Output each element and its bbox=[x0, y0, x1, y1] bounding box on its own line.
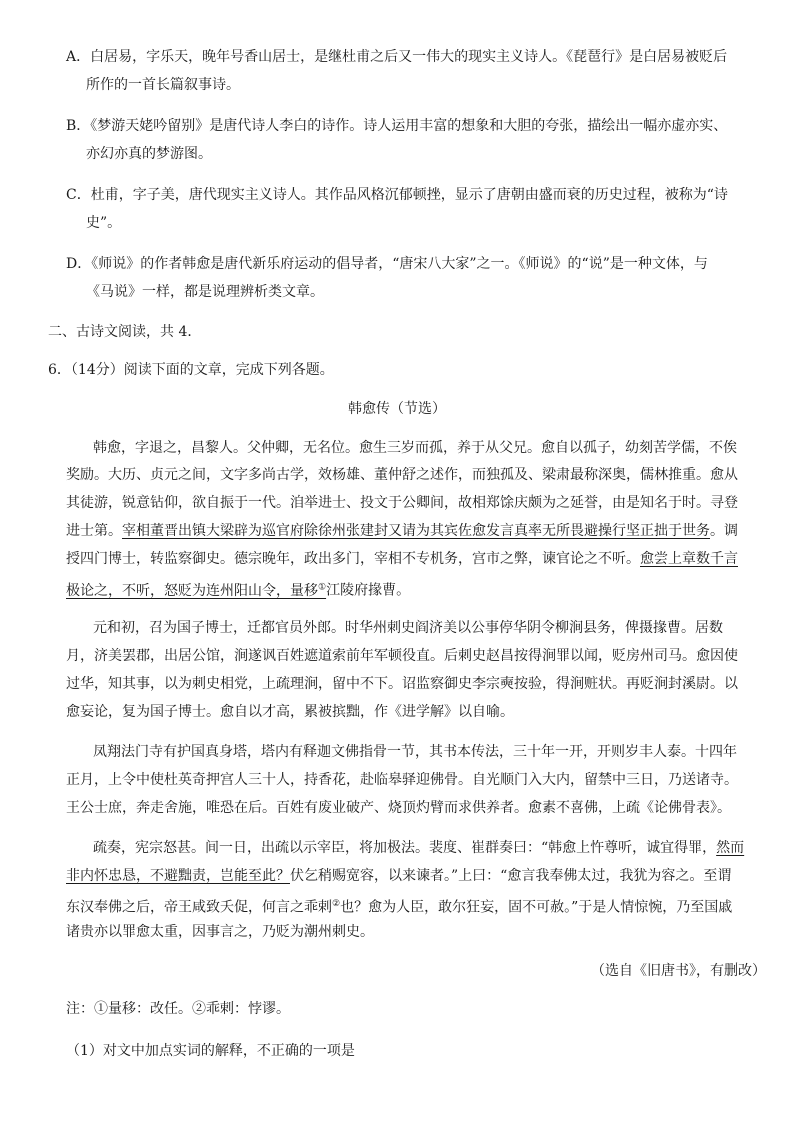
p1-line-6-b: 江陵府掾曹。 bbox=[326, 582, 411, 599]
p4-line-2 bbox=[66, 866, 731, 886]
p3-line-2: 正月，上令中使杜英奇押宫人三十人，持香花，赴临皋驿迎佛骨。自光顺门入大内，留禁中三日，乃送诸寺。 bbox=[66, 772, 738, 788]
p1-line-4 bbox=[66, 521, 738, 541]
p4-line-3-a: 东汉奉佛之后，帝王咸致夭促，何言之乖剌 bbox=[66, 899, 332, 916]
p1-line-6-a: 极论之，不听，怒贬为连州阳山令，量移 bbox=[66, 582, 318, 599]
note-marker-2: ② bbox=[332, 899, 341, 909]
p4-line-2-plain: 伏乞稍赐宽容，以来谏者。”上曰：“愈言我奉佛太过，我犹为容之。至谓 bbox=[290, 868, 732, 884]
note-marker-1: ① bbox=[318, 582, 327, 592]
sub-question-1: （1）对文中加点实词的解释，不正确的一项是 bbox=[66, 1043, 355, 1059]
underlined-sentence-1: 宰相董晋出镇大梁辟为巡官府除徐州张建封又请为其宾佐愈发言真率无所畏避操行坚正拙于世务 bbox=[122, 523, 710, 539]
option-b-line-2: 亦幻亦真的梦游图。 bbox=[86, 146, 212, 162]
option-c-line-1: C．杜甫，字子美，唐代现实主义诗人。其作品风格沉郁顿挫，显示了唐朝由盛而衰的历史过程，被称为“诗 bbox=[66, 187, 728, 203]
passage-title: 韩愈传（节选） bbox=[348, 401, 446, 417]
option-a-line-1: A．白居易，字乐天，晚年号香山居士，是继杜甫之后又一伟大的现实主义诗人。《琵琶行》是白居易被贬后 bbox=[66, 49, 728, 65]
underlined-sentence-2-end bbox=[66, 583, 326, 599]
footnotes: 注：①量移：改任。②乖剌：悖谬。 bbox=[66, 1001, 290, 1017]
section-heading: 二、古诗文阅读，共 4． bbox=[48, 324, 202, 340]
p2-line-4: 愈妄论，复为国子博士。愈自以才高，累被摈黜，作《进学解》以自喻。 bbox=[66, 704, 514, 720]
underlined-sentence-3-start: 然而 bbox=[716, 840, 745, 856]
underlined-sentence-2-start: 愈尝上章数千言 bbox=[640, 551, 738, 567]
p1-line-3: 其徒游，锐意钻仰，欲自振于一代。洎举进士、投文于公卿间，故相郑馀庆颇为之延誉，由是知名于时。寻登 bbox=[66, 495, 738, 511]
p2-line-3: 过华，知其事，以为刺史相党，上疏理涧，留中不下。诏监察御史李宗奭按验，得涧赃状。再贬涧封溪尉。以 bbox=[66, 676, 738, 692]
p1-line-5-plain: 授四门博士，转监察御史。德宗晚年，政出多门，宰相不专机务，宫市之弊，谏官论之不听。 bbox=[66, 551, 640, 567]
p4-line-3 bbox=[66, 894, 732, 918]
option-b-line-1: B．《梦游天姥吟留别》是唐代诗人李白的诗作。诗人运用丰富的想象和大胆的夸张，描绘出一幅亦虚亦实、 bbox=[66, 118, 728, 134]
option-c-line-2: 史”。 bbox=[86, 215, 122, 231]
p4-line-4: 诸贵亦以罪愈太重，因事言之，乃贬为潮州刺史。 bbox=[66, 924, 374, 940]
p1-line-4-plain: 进士第。 bbox=[66, 523, 122, 539]
p1-line-1: 韩愈，字退之，昌黎人。父仲卿，无名位。愈生三岁而孤，养于从父兄。愈自以孤子，幼刻苦学儒，不俟 bbox=[93, 440, 737, 456]
underlined-sentence-3-end: 非内怀忠恳，不避黜责，岂能至此？ bbox=[66, 868, 290, 884]
p4-line-1-plain: 疏奏，宪宗怒甚。间一日，出疏以示宰臣，将加极法。裴度、崔群奏曰：“韩愈上忤尊听，诚宜得罪， bbox=[93, 840, 717, 856]
p4-line-3-b: 也？愈为人臣，敢尔狂妄，固不可赦。”于是人情惊惋，乃至国戚 bbox=[340, 899, 733, 916]
p1-line-4-end: 。调 bbox=[710, 523, 738, 539]
p2-line-2: 月，济美罢郡，出居公馆，涧遂讽百姓遮道索前年军顿役直。后刺史赵昌按得涧罪以闻，贬房州司马。愈因使 bbox=[66, 648, 738, 664]
option-d-line-2: 《马说》一样，都是说理辨析类文章。 bbox=[86, 284, 324, 300]
p3-line-1: 凤翔法门寺有护国真身塔，塔内有释迦文佛指骨一节，其书本传法，三十年一开，开则岁丰人泰。十四年 bbox=[93, 744, 737, 760]
option-d-line-1: D．《师说》的作者韩愈是唐代新乐府运动的倡导者，“唐宋八大家”之一。《师说》的“说”是一种文体，与 bbox=[66, 256, 708, 272]
p1-line-6 bbox=[66, 577, 410, 601]
p3-line-3: 王公士庶，奔走舍施，唯恐在后。百姓有废业破产、烧顶灼臂而求供养者。愈素不喜佛，上疏《论佛骨表》。 bbox=[66, 800, 731, 816]
question-stem: 6．（14分）阅读下面的文章，完成下列各题。 bbox=[48, 362, 334, 378]
option-a-line-2: 所作的一首长篇叙事诗。 bbox=[86, 77, 240, 93]
passage-source: （选自《旧唐书》，有删改） bbox=[591, 963, 766, 979]
p2-line-1: 元和初，召为国子博士，迁都官员外郎。时华州刺史阎济美以公事停华阴令柳涧县务，俾摄掾曹。居数 bbox=[93, 620, 723, 636]
p4-line-1 bbox=[93, 838, 744, 858]
p1-line-2: 奖励。大历、贞元之间，文字多尚古学，效杨雄、董仲舒之述作，而独孤及、梁肃最称深奥，儒林推重。愈从 bbox=[66, 467, 738, 483]
p1-line-5 bbox=[66, 549, 738, 569]
